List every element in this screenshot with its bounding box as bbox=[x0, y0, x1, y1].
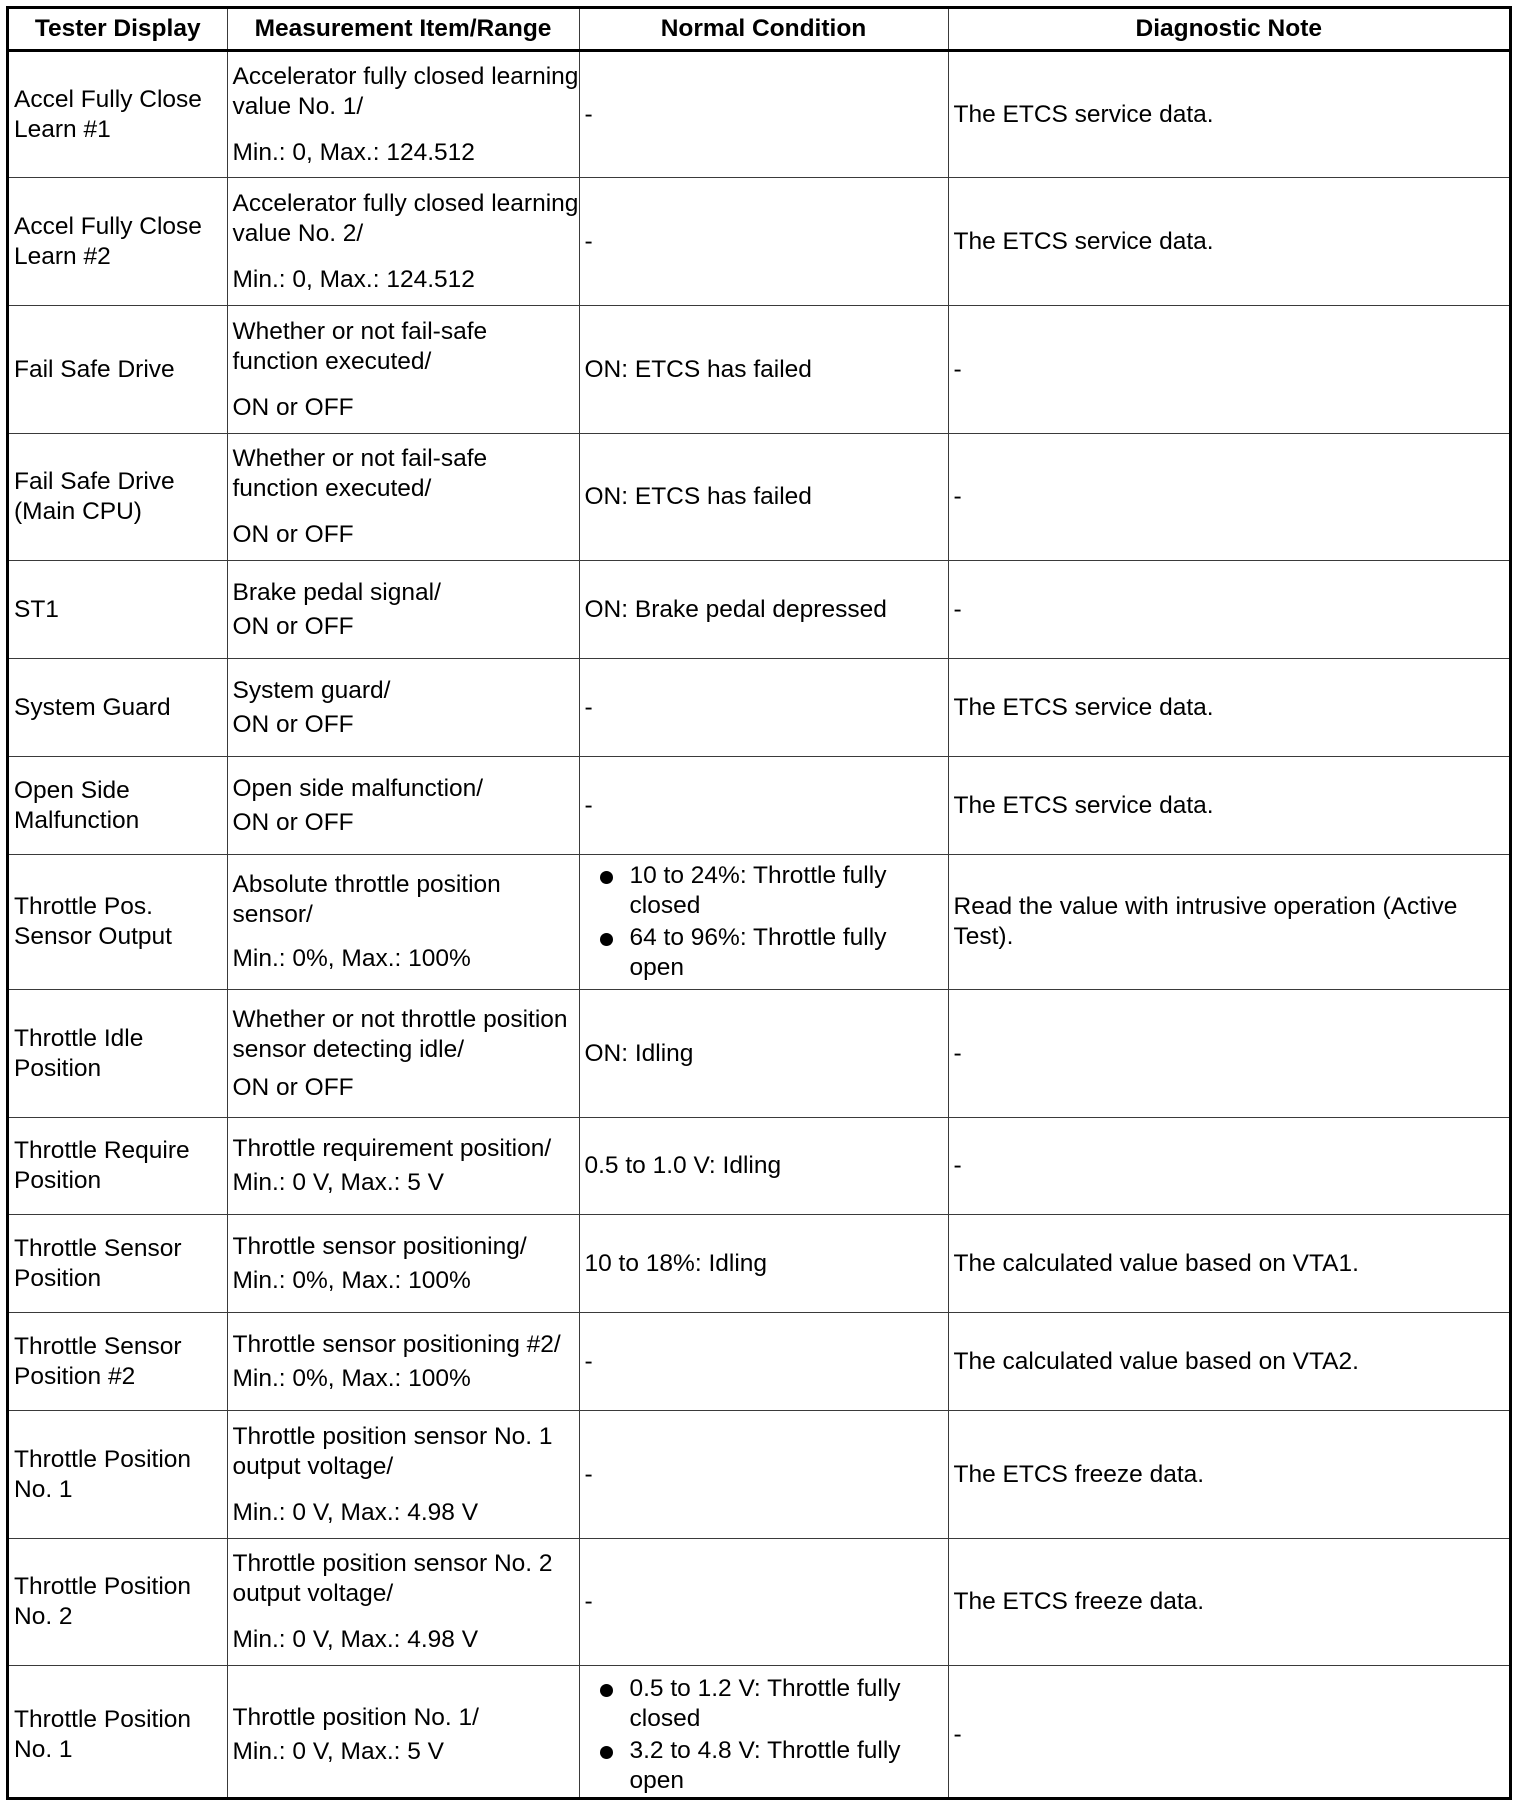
cell-tester-display: Fail Safe Drive (Main CPU) bbox=[9, 434, 227, 561]
table-row bbox=[9, 757, 1509, 855]
measurement-range-text: ON or OFF bbox=[232, 808, 354, 836]
cell-normal-condition: ON: ETCS has failed bbox=[579, 434, 948, 561]
header-tester-display: Tester Display bbox=[9, 9, 227, 51]
cell-measurement-item bbox=[227, 659, 579, 757]
measurement-range-text: ON or OFF bbox=[232, 1073, 354, 1101]
cell-measurement-item bbox=[227, 1313, 579, 1411]
measurement-item-text: Throttle sensor positioning #2/ bbox=[232, 1330, 561, 1358]
table-row bbox=[9, 306, 1509, 434]
cell-measurement-item bbox=[227, 1539, 579, 1666]
cell-normal-condition: - bbox=[579, 51, 948, 178]
cell-measurement-item bbox=[227, 306, 579, 434]
cell-diagnostic-note: - bbox=[948, 561, 1509, 659]
measurement-item-text: Whether or not throttle position sensor detecting idle/ bbox=[232, 1005, 568, 1063]
cell-diagnostic-note: - bbox=[948, 1666, 1509, 1801]
header-measurement-item: Measurement Item/Range bbox=[227, 9, 579, 51]
measurement-item-text: Brake pedal signal/ bbox=[232, 578, 441, 606]
table-row bbox=[9, 659, 1509, 757]
cell-measurement-item bbox=[227, 51, 579, 178]
cell-measurement-item bbox=[227, 1215, 579, 1313]
header-row bbox=[9, 9, 1509, 51]
cell-normal-condition: - bbox=[579, 659, 948, 757]
measurement-item-text: Open side malfunction/ bbox=[232, 774, 484, 802]
cell-tester-display: Throttle Position No. 2 bbox=[9, 1539, 227, 1666]
data-table bbox=[9, 9, 1509, 1800]
table-row bbox=[9, 51, 1509, 178]
cell-diagnostic-note: The ETCS service data. bbox=[948, 757, 1509, 855]
cell-measurement-item bbox=[227, 1411, 579, 1539]
cell-tester-display: Open Side Malfunction bbox=[9, 757, 227, 855]
measurement-item-text: Accelerator fully closed learning value No. 2/ bbox=[232, 189, 579, 247]
condition-bullet-list bbox=[585, 861, 948, 983]
measurement-item-text: Throttle sensor positioning/ bbox=[232, 1232, 527, 1260]
measurement-range-text: Min.: 0 V, Max.: 5 V bbox=[232, 1169, 445, 1196]
cell-normal-condition bbox=[579, 1666, 948, 1801]
condition-bullet-item: 0.5 to 1.2 V: Throttle fully closed bbox=[630, 1674, 948, 1734]
measurement-item-text: Whether or not fail-safe function executed/ bbox=[232, 445, 488, 502]
measurement-item-text: Throttle position sensor No. 2 output voltage/ bbox=[232, 1550, 553, 1607]
cell-diagnostic-note: - bbox=[948, 990, 1509, 1118]
cell-diagnostic-note: The calculated value based on VTA1. bbox=[948, 1215, 1509, 1313]
cell-measurement-item bbox=[227, 990, 579, 1118]
measurement-range-text: Min.: 0 V, Max.: 4.98 V bbox=[232, 1626, 479, 1653]
cell-measurement-item bbox=[227, 1118, 579, 1215]
condition-bullet-item: 3.2 to 4.8 V: Throttle fully open bbox=[630, 1736, 948, 1796]
cell-tester-display: ST1 bbox=[9, 561, 227, 659]
measurement-range-text: ON or OFF bbox=[232, 710, 354, 738]
cell-normal-condition: ON: Idling bbox=[579, 990, 948, 1118]
measurement-item-text: Throttle position sensor No. 1 output voltage/ bbox=[232, 1422, 553, 1480]
header-normal-condition: Normal Condition bbox=[579, 9, 948, 51]
cell-tester-display: Throttle Sensor Position #2 bbox=[9, 1313, 227, 1411]
cell-diagnostic-note: The ETCS freeze data. bbox=[948, 1411, 1509, 1539]
measurement-item-text: Whether or not fail-safe function executed/ bbox=[232, 317, 488, 375]
cell-normal-condition: - bbox=[579, 1411, 948, 1539]
table-body bbox=[9, 51, 1509, 1801]
cell-tester-display: System Guard bbox=[9, 659, 227, 757]
measurement-item-text: System guard/ bbox=[232, 676, 391, 704]
cell-diagnostic-note: The ETCS freeze data. bbox=[948, 1539, 1509, 1666]
measurement-range-text: Min.: 0%, Max.: 100% bbox=[232, 945, 471, 972]
table-row bbox=[9, 178, 1509, 306]
measurement-range-text: Min.: 0, Max.: 124.512 bbox=[232, 265, 475, 293]
cell-tester-display: Throttle Require Position bbox=[9, 1118, 227, 1215]
measurement-item-text: Accelerator fully closed learning value No. 1/ bbox=[232, 62, 579, 120]
cell-normal-condition: - bbox=[579, 1313, 948, 1411]
measurement-range-text: ON or OFF bbox=[232, 612, 354, 640]
measurement-item-text: Throttle requirement position/ bbox=[232, 1135, 552, 1162]
cell-normal-condition: 0.5 to 1.0 V: Idling bbox=[579, 1118, 948, 1215]
cell-tester-display: Fail Safe Drive bbox=[9, 306, 227, 434]
measurement-range-text: Min.: 0%, Max.: 100% bbox=[232, 1364, 471, 1392]
cell-measurement-item bbox=[227, 855, 579, 990]
table-row bbox=[9, 434, 1509, 561]
measurement-range-text: Min.: 0, Max.: 124.512 bbox=[232, 138, 475, 166]
cell-tester-display: Throttle Sensor Position bbox=[9, 1215, 227, 1313]
table-row bbox=[9, 855, 1509, 990]
table-row bbox=[9, 1411, 1509, 1539]
cell-normal-condition: - bbox=[579, 178, 948, 306]
cell-diagnostic-note: The ETCS service data. bbox=[948, 51, 1509, 178]
measurement-item-text: Throttle position No. 1/ bbox=[232, 1703, 479, 1731]
data-table-frame bbox=[6, 6, 1512, 1800]
cell-normal-condition: ON: ETCS has failed bbox=[579, 306, 948, 434]
measurement-range-text: Min.: 0%, Max.: 100% bbox=[232, 1266, 471, 1294]
table-row bbox=[9, 561, 1509, 659]
cell-normal-condition bbox=[579, 855, 948, 990]
cell-tester-display: Accel Fully Close Learn #1 bbox=[9, 51, 227, 178]
cell-normal-condition: - bbox=[579, 757, 948, 855]
cell-normal-condition: 10 to 18%: Idling bbox=[579, 1215, 948, 1313]
cell-diagnostic-note: - bbox=[948, 434, 1509, 561]
cell-diagnostic-note: - bbox=[948, 1118, 1509, 1215]
cell-normal-condition: - bbox=[579, 1539, 948, 1666]
table-row bbox=[9, 1118, 1509, 1215]
cell-diagnostic-note: Read the value with intrusive operation (Active Test). bbox=[948, 855, 1509, 990]
cell-tester-display: Throttle Idle Position bbox=[9, 990, 227, 1118]
measurement-range-text: Min.: 0 V, Max.: 4.98 V bbox=[232, 1498, 479, 1526]
cell-measurement-item bbox=[227, 757, 579, 855]
cell-diagnostic-note: - bbox=[948, 306, 1509, 434]
condition-bullet-item: 10 to 24%: Throttle fully closed bbox=[630, 861, 948, 921]
table-row bbox=[9, 1313, 1509, 1411]
cell-diagnostic-note: The ETCS service data. bbox=[948, 178, 1509, 306]
condition-bullet-list bbox=[585, 1674, 948, 1796]
cell-diagnostic-note: The calculated value based on VTA2. bbox=[948, 1313, 1509, 1411]
cell-tester-display: Accel Fully Close Learn #2 bbox=[9, 178, 227, 306]
header-diagnostic-note: Diagnostic Note bbox=[948, 9, 1509, 51]
table-row bbox=[9, 1215, 1509, 1313]
table-row bbox=[9, 1539, 1509, 1666]
cell-measurement-item bbox=[227, 178, 579, 306]
cell-tester-display: Throttle Position No. 1 bbox=[9, 1666, 227, 1801]
measurement-range-text: ON or OFF bbox=[232, 521, 354, 548]
cell-tester-display: Throttle Position No. 1 bbox=[9, 1411, 227, 1539]
table-row bbox=[9, 990, 1509, 1118]
table-row bbox=[9, 1666, 1509, 1801]
cell-measurement-item bbox=[227, 434, 579, 561]
measurement-item-text: Absolute throttle position sensor/ bbox=[232, 871, 501, 928]
cell-tester-display: Throttle Pos. Sensor Output bbox=[9, 855, 227, 990]
condition-bullet-item: 64 to 96%: Throttle fully open bbox=[630, 923, 948, 983]
cell-normal-condition: ON: Brake pedal depressed bbox=[579, 561, 948, 659]
measurement-range-text: ON or OFF bbox=[232, 393, 354, 421]
cell-measurement-item bbox=[227, 1666, 579, 1801]
measurement-range-text: Min.: 0 V, Max.: 5 V bbox=[232, 1737, 445, 1765]
cell-measurement-item bbox=[227, 561, 579, 659]
cell-diagnostic-note: The ETCS service data. bbox=[948, 659, 1509, 757]
